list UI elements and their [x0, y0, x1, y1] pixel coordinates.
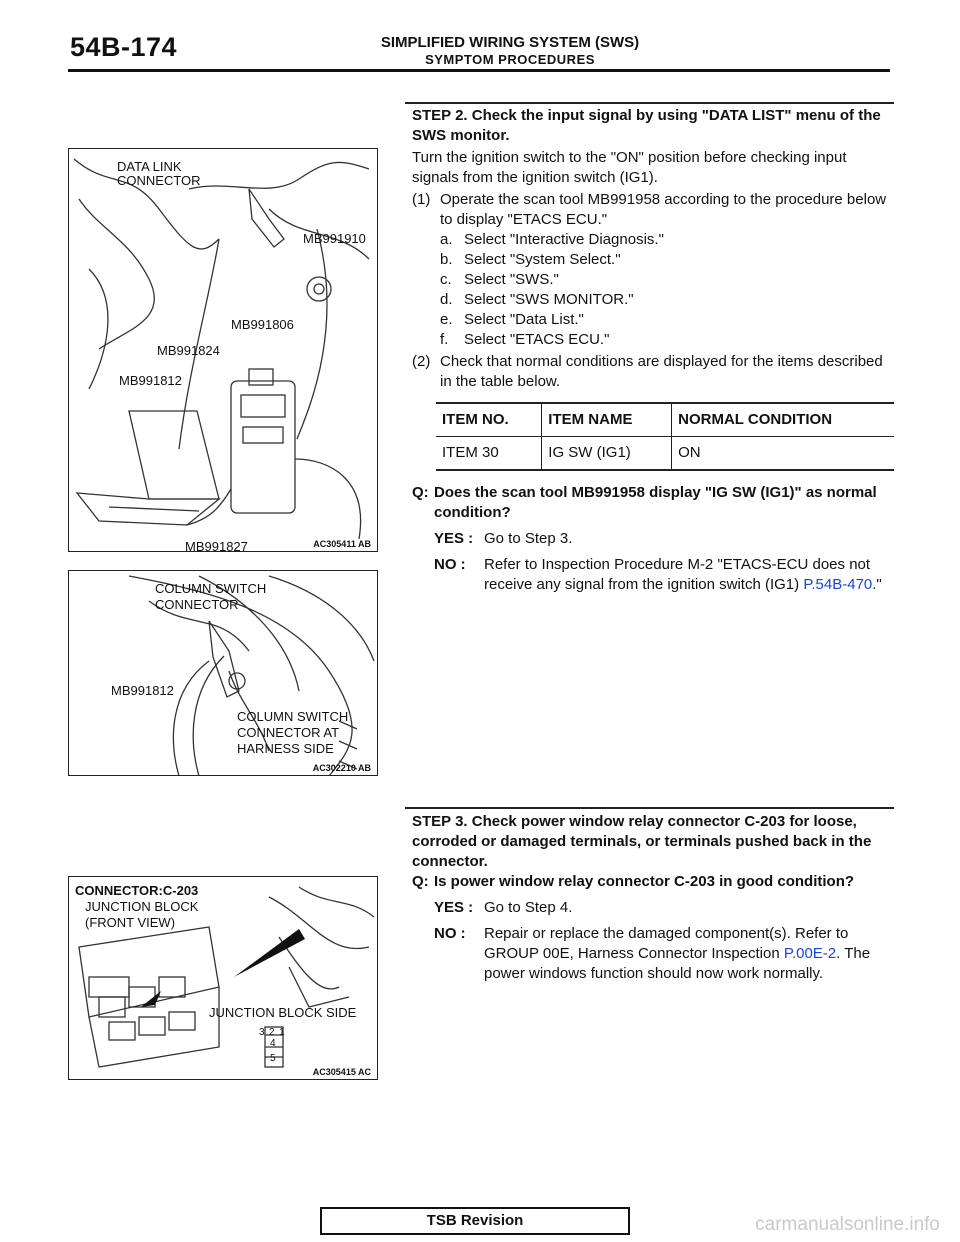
pin-2: 2 — [269, 1027, 275, 1038]
label-connector: CONNECTOR — [155, 597, 239, 612]
label-mb991812: MB991812 — [111, 683, 174, 698]
step2-no — [412, 555, 894, 595]
no-label: NO : — [434, 556, 466, 573]
step2-yes — [412, 529, 894, 549]
label-junction-block: JUNCTION BLOCK — [85, 899, 199, 914]
no-tail: . The power windows function should now work normally. — [484, 945, 871, 982]
step2-intro: Turn the ignition switch to the "ON" position before checking input signals from the ignition switch (IG1). — [412, 149, 847, 186]
page-number: 54B-174 — [70, 32, 178, 62]
header-rule — [68, 69, 890, 72]
list-item — [412, 290, 894, 310]
question-label: Q: — [412, 873, 429, 890]
no-text-block — [484, 924, 894, 984]
sub-text: Select "SWS MONITOR." — [464, 291, 634, 308]
yes-label: YES : — [434, 899, 474, 916]
yes-label: YES : — [434, 530, 474, 547]
no-label: NO : — [434, 925, 466, 942]
tsb-revision-box: TSB Revision — [320, 1207, 630, 1235]
reference-link[interactable]: P.00E-2 — [783, 945, 837, 962]
label-column-switch-harness: COLUMN SWITCH — [237, 709, 349, 724]
label-harness-side: HARNESS SIDE — [237, 741, 334, 756]
item-number: (1) — [412, 191, 431, 208]
pin-4: 4 — [270, 1038, 276, 1049]
step2-question — [412, 483, 894, 523]
label-mb991812: MB991812 — [119, 373, 182, 388]
question-label: Q: — [412, 484, 429, 501]
sub-text: Select "Interactive Diagnosis." — [464, 231, 664, 248]
step2-item-2 — [412, 352, 894, 392]
step3-heading: STEP 3. Check power window relay connector C-203 for loose, corroded or damaged terminals, or terminals pushed back in the connector. — [412, 813, 872, 870]
label-column-switch: COLUMN SWITCH — [155, 581, 267, 596]
list-item — [412, 230, 894, 250]
sub-letter: e. — [440, 311, 453, 328]
figure-1-illustration — [69, 149, 378, 552]
column-header: ITEM NAME — [542, 403, 672, 437]
step3-yes — [412, 898, 894, 918]
no-text: Refer to Inspection Procedure M-2 "ETACS-ECU does not receive any signal from the ignition switch (IG1) — [484, 556, 871, 593]
label-mb991824: MB991824 — [157, 343, 220, 358]
sub-letter: a. — [440, 231, 453, 248]
sub-letter: c. — [440, 271, 452, 288]
step2-rule — [405, 102, 894, 104]
item-text: Check that normal conditions are displayed for the items described in the table below. — [440, 353, 883, 390]
label-mb991827: MB991827 — [185, 539, 248, 552]
normal-condition-table — [436, 402, 894, 471]
table-row — [436, 437, 894, 471]
step3-rule — [405, 807, 894, 809]
table-cell: ITEM 30 — [436, 437, 542, 471]
yes-text: Go to Step 4. — [484, 899, 573, 916]
step3-no — [412, 924, 894, 984]
connector-label: CONNECTOR:C-203 — [75, 883, 199, 898]
label-mb991806: MB991806 — [231, 317, 294, 332]
label-connector-at: CONNECTOR AT — [237, 725, 340, 740]
step2-heading: STEP 2. Check the input signal by using "DATA LIST" menu of the SWS monitor. — [412, 107, 881, 144]
step3-section — [412, 812, 894, 984]
table-header-row — [436, 403, 894, 437]
list-item — [412, 330, 894, 350]
sub-letter: b. — [440, 251, 453, 268]
table-cell: IG SW (IG1) — [542, 437, 672, 471]
list-item — [412, 310, 894, 330]
step3-question — [412, 872, 894, 892]
sub-text: Select "SWS." — [464, 271, 559, 288]
sub-text: Select "System Select." — [464, 251, 621, 268]
question-text: Is power window relay connector C-203 in good condition? — [434, 873, 855, 890]
label-junction-block-side: JUNCTION BLOCK SIDE — [209, 1005, 357, 1020]
pin-3: 3 — [259, 1027, 265, 1038]
item-number: (2) — [412, 353, 431, 370]
column-header: ITEM NO. — [436, 403, 542, 437]
reference-link[interactable]: P.54B-470 — [803, 576, 873, 593]
step2-section — [412, 106, 894, 595]
section-subtitle: SYMPTOM PROCEDURES — [425, 52, 595, 67]
figure-junction-block-connector — [68, 876, 378, 1080]
sub-letter: d. — [440, 291, 453, 308]
label-mb991910: MB991910 — [303, 231, 366, 246]
item-text: Operate the scan tool MB991958 according to the procedure below to display "ETACS ECU." — [440, 191, 887, 228]
list-item — [412, 270, 894, 290]
sub-text: Select "Data List." — [464, 311, 584, 328]
pin-5: 5 — [270, 1053, 276, 1064]
step2-item-1 — [412, 190, 894, 230]
yes-text: Go to Step 3. — [484, 530, 573, 547]
question-text: Does the scan tool MB991958 display "IG SW (IG1)" as normal condition? — [434, 484, 877, 521]
sub-text: Select "ETACS ECU." — [464, 331, 610, 348]
label-front-view: (FRONT VIEW) — [85, 915, 176, 930]
figure-code: AC302210 AB — [312, 763, 371, 773]
figure-data-link-connection — [68, 148, 378, 552]
label-data-link: DATA LINK — [117, 159, 182, 174]
table-cell: ON — [672, 437, 894, 471]
label-connector: CONNECTOR — [117, 173, 201, 188]
no-text: Repair or replace the damaged component(s). Refer to GROUP 00E, Harness Connector Inspection — [484, 925, 849, 962]
sub-letter: f. — [440, 331, 449, 348]
figure-code: AC305415 AC — [312, 1067, 371, 1077]
column-header: NORMAL CONDITION — [672, 403, 894, 437]
watermark: carmanualsonline.info — [755, 1214, 940, 1235]
no-tail: ." — [872, 576, 882, 593]
list-item — [412, 250, 894, 270]
figure-code: AC305411 AB — [313, 539, 371, 549]
section-title: SIMPLIFIED WIRING SYSTEM (SWS) — [380, 34, 640, 51]
figure-column-switch-connector — [68, 570, 378, 776]
pin-1: 1 — [279, 1027, 285, 1038]
no-text-block — [484, 555, 894, 595]
